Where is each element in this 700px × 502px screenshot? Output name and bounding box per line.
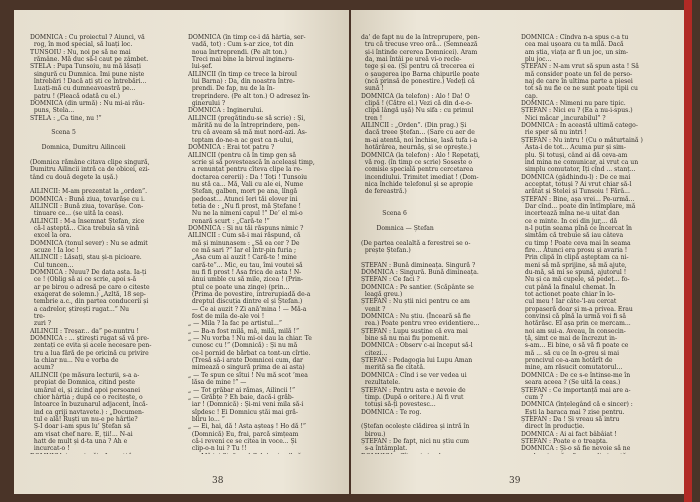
text-line: convinsi că pînă la urmă voi fi să [521,313,627,321]
text-line: rie sper să nu intri ! [521,129,587,137]
text-line: DOMNICA : ... știrești rugat să vă pre- [30,335,150,343]
text-line: DOMNICA : In această ultimă catego- [521,122,638,130]
text-line: seara aceea ? (Se uită la ceas.) [521,379,621,387]
text-line: Dar cînd... poate din întîmplare, mă [521,202,636,210]
text-line: meni să mă sprijine, să mă ajute, [521,261,627,269]
right-page-column-2 [521,34,677,454]
text-line: tru că trecuse vreo oră... (Semnează [361,41,478,49]
text-line: ȘTEFAN : Nu știi nici pentru ce am [361,298,470,306]
text-line: s-a întâmplat. [361,445,408,453]
text-line: incurcat-o ! [30,445,70,453]
text-line: (Domnică) Eu, frai, parcă simțeam [188,430,299,438]
left-page [14,10,349,494]
text-line: și-i întinde cererea Domnicei). Aram [361,48,478,56]
text-line: ginerului ? [188,100,226,108]
text-line: clipă ! (Către el.) Vezi că din d-e-o- [361,100,473,108]
text-line: ar pe birou o adresă pe care o citeste [30,283,150,291]
text-line: prește Ștefan.) [361,246,411,254]
text-line: excel la ora. [30,232,72,240]
text-line: DOMNICA : Cu proiectul ? Aiunci, vă [30,34,145,41]
text-line: umărul ei, și zicind apoi persoanei [30,386,141,394]
text-line: DOMNICA (la telefon) : Alo ! Repetați, [361,151,480,159]
text-line [361,203,513,210]
text-line: tru a lua fără de pe oricină cu privire [30,349,149,357]
text-line: tot actionet poate chiar în lo- [521,291,615,299]
text-line: ânui umble cu să mile, zicea ! (Prin- [188,276,303,284]
text-line: cul meu ! Iar câte-'l-au cercat [521,298,617,306]
text-line: — Ce ai auzit ? Zi ană’mina ! — Mă-a [188,305,307,313]
text-line: vă rog. (în timp ce scrie) Soseste o [361,158,473,166]
text-line: dreptul discuția dintre el și Ștefan.) [188,298,303,306]
text-line: cut până la finalul chemat. În [521,283,616,291]
text-line: DOMNICA : De ce s-e întinse-me în [521,371,631,379]
text-line: AILINCII (pregătindu-se să scrie) : Și, [188,114,306,122]
text-line: Prin clipă în clipă așteptam ca ni- [521,254,629,262]
text-line: venit ? [361,305,386,313]
text-line: arătat și Stelei și Tunsoiu ! Fără... [521,188,630,196]
text-line: Luați-mă cu dumneavoastră pe... [30,85,136,93]
text-line: ind ca griji navtavete.) : „Documen- [30,408,144,416]
text-line [361,196,513,203]
text-line: propiat de Domnica, citind peste [30,379,136,387]
text-line: tege și ea. (Și pentru că trecerea ei [361,63,475,71]
text-line: bine să nu mai fiu pomenit. [361,335,450,343]
text-line: treprindere. (Pe alt ton.) O adresez în- [188,92,311,100]
text-line: Domnica — Ștefan [361,224,434,232]
text-line: am visat chef nare. E, ții!... N-ai [30,430,133,438]
text-line: DOMNICA : Observ c-ai început să-l [361,342,473,350]
text-line: mimează o singură prima de ai asta) [188,364,305,372]
text-line: merită sa fie citată. [361,364,425,372]
text-line: cară-te”... Mic, eu tau, îmi voutei să [188,261,303,269]
text-line: (Domnica rămâne citava clipe singură, [30,158,150,166]
text-line: că-i reveni ce se citea in voce... Și [188,437,297,445]
text-line: mă consider poate un fel de perso- [521,70,633,78]
text-line [188,453,344,454]
text-line: DOMNICA : Erai tot patru ? [188,144,275,152]
text-line: Nu și ca mă cupele, să pedeț... fo- [521,276,630,284]
text-line: DOMNICA : Nu știu. (Înceară să fie [361,313,471,321]
text-line: birou.) [361,430,386,438]
text-line: ȘTEFAN : N-am vrut să spun asta ! Să [521,63,639,71]
text-line: ȘTEFAN : De fapt, nici nu știu cum [361,437,470,445]
text-line: nica închide telefonul și se apropie [361,180,473,188]
text-line: rezultatele. [361,379,401,387]
text-line: ȘTEFAN : Poate e o treapta. [521,437,608,445]
text-line: DOMNICA (gâdhindu-l) : De ce mai [521,173,631,181]
text-line: du-mă, să mi se spună, ajutorul ! [521,269,627,276]
text-line [361,453,513,454]
text-line: tot să nu fie ce ne sunt poate tipii cu [521,85,638,93]
text-line: întrebări ! Dacă ați ști ce întrebări... [30,78,147,86]
text-line: tre- [30,313,45,321]
text-line: tinuare ce... (se uită la ceas). [30,210,124,218]
text-line: ȘTEFAN : Bună dimineața. Singură ? [361,261,476,269]
text-line: Dumitru Ailincii intră ca de obicei, ezi- [30,166,150,174]
text-line: ȘTEFAN : Ce faci ? [361,276,420,284]
text-line: rea.) Poate pentru vreo evidentiere... [361,320,480,328]
text-line: Cul tuncen... [30,261,74,269]
text-line: sună ! [361,85,384,93]
text-line: întoarce în buzunarul adjacent, încă- [30,401,148,409]
text-line: da’ de fapt nu de la întreprupere, pen- [361,34,480,41]
text-line: „ — Grăbțe ? Eh baie, dacă-i grăb- [188,393,294,401]
text-line: zuri ? [30,320,52,328]
text-line: „ — Ba-n fost milă, mă, milă, milă !” [188,327,300,335]
text-line: DOMNICA (tonul sever) : Nu se admit [30,239,148,247]
text-line [361,254,513,261]
text-line: ȘTEFAN : Bine, așa vrei... Pe-urmă... [521,195,635,203]
text-line: iar ! (Domnică) : Și-mi veni mila să-i [188,401,304,409]
text-line: Treci mai bine la biroul ingineru- [188,56,295,64]
text-line: cunosc cu !” (Domnică) : Și nu mă [188,342,298,350]
text-line: AILINCII : Lăsați, stau și-n picioare. [30,254,142,262]
text-line: ce-l pornid de bărbat ca tont-un cîrtie. [188,349,311,357]
text-line: naj de care în ultima parte a piesei [521,78,633,86]
text-line: zentați ce evita și acele necesare pen- [30,342,152,350]
text-line: TUNSOIU : Nu, noi pe să ne mai [30,48,131,56]
text-line: ȘTEFAN : Da ! Și vreau să intru [521,415,620,423]
text-line: scrie și să povestească în aceleași timp, [188,158,315,166]
text-line: tren ! [361,114,383,122]
text-line: AILINCII: M-am prezentat la „orden”. [30,188,148,196]
left-page-column-2 [188,34,344,454]
text-line: „Asa cum ai auzit ! Cară-te ! mine [188,254,297,262]
text-line: prendi. De fap, nu de la în- [188,85,275,93]
text-line [361,232,513,239]
text-line: cum ? [521,393,544,401]
text-line: DOMNICA (la telefon) : Alo ! Da! O [361,92,470,100]
text-line: ce e minte. In cei din jur,... dă [521,217,618,225]
text-line: că-l așteptă... Cica trebuia să vină [30,224,139,232]
text-line: DOMNICA : Inginerului. [188,107,264,115]
text-line: (Ștefan ocolește clădirea și intră în [361,423,470,431]
text-line: lui-șef. [188,63,213,71]
text-line: AILINCII (pe măsura lecturii, s-a a- [30,371,140,379]
text-line: Scena 6 [361,210,407,218]
text-line: rămâne. Mă duc să-l caut pe zâmbet. [30,56,149,64]
text-line: DOMNICA : Și nu tăi răspuns nimic ? [188,224,304,232]
text-line: DOMNICA : Pe santier. (Scăpânte se [361,283,474,291]
text-line: ptul ce poate una zinge) (prin... [188,283,290,291]
text-line: clip-o-n lui ? Tu !! [188,445,247,453]
text-line: leagă greu.) [361,291,403,299]
text-line: DOMNICA : Nuuu? De data asta. Ia-ți [30,269,147,276]
text-line: simtăm că trebuie să iau câteva [521,232,624,240]
text-line: AILINCII : M-a însemnat Ștefan, zice [30,217,145,225]
text-line: tembrie a.c., din partea conducerii și [30,298,149,306]
text-line: da, mai întâi pe ureă vi-o recle- [361,56,462,64]
text-line: incendiului. Trimitet imediat ! (Dom- [361,173,479,181]
text-line: singură cu Dumnica. Imi pune niște [30,70,145,78]
text-line: direct în producție. [521,423,585,431]
text-line: totuși să-ți povestesc... [361,401,436,409]
text-line: ță, simt ce mai de încrezut in- [521,335,618,343]
text-line: o șaugerea ipo Barna chipurile poate [361,70,480,78]
text-line: a renunțat pentru cîteva clipe la re- [188,166,303,174]
right-page [351,10,684,494]
text-line: tru că aveam să mă mut nord-azi. As- [188,129,307,137]
left-page-number: 38 [212,476,224,486]
text-line: fost de mila de-ale voi ! [188,313,265,321]
text-line: DOMNICA : Cîndva n-a spus c-a tu [521,34,629,41]
text-line: mă și minunasem : „Să ea cer ? De [188,239,300,247]
text-line: mine, am răsucit comutatorul... [521,364,623,372]
text-line: DOMNICA : Te rog. [361,408,422,416]
text-line: propaseră doar și m-a privea. Erau [521,305,633,313]
text-line: (De partea cealaltă a ferestrei se o- [361,239,471,247]
text-line: „ — Tot grăbar ai rămas, Ailincii !” [188,386,296,394]
text-line [30,453,180,454]
text-line [30,152,180,159]
text-line: doctarea cererii) : Da ! Toți ! Tunsoiu [188,173,308,181]
text-line: timp. (După o oritere.) Ai fi vrut [361,393,464,401]
text-line: puns, Stela... [30,107,75,115]
text-line: „ — Ei, hai, dă ! Asta așteaș ! Ho dă !” [188,423,307,431]
text-line: (Prima de povestire, intrerupiadă de-a [188,291,311,299]
text-line: dacă treee Ștefan... (Sare cu aer de [361,129,475,137]
text-line: DOMNICA : Nimeni nu pare tipic. [521,100,626,108]
text-line: Ștefan, galben, mort pe ana, lîngă [188,188,298,196]
text-line: patru ! (Pleacă odată cu el.) [30,92,121,100]
text-line: mărită nu de la întreprindere, pen- [188,122,300,130]
text-line: (Tresă să-i arate Domnicei cum, dar [188,357,303,365]
text-line: DOMNICA (din urmă) : Nu mi-ai rău- [30,100,145,108]
text-line: nu fi fi prost ! Asa frica de asta ! N- [188,269,302,276]
text-line: DOMNICA : Și-o să fie nevoie să ne [521,445,631,453]
text-line [361,218,513,225]
text-line: la chiar nu... Nu e vorba de [30,357,119,365]
text-line: AILINCII (pentru că în timp gen să [188,151,296,159]
text-line: m-ai atentă, noi închise, lasă tufa i-a [361,136,478,144]
text-line: DOMNICA : Ai ai fact bâbâiat ! [521,430,617,438]
right-page-column-1 [361,34,513,454]
text-line: STELA : „Ca tine, nu !” [30,114,102,122]
text-line: DOMNICA (în timp ce-i dă hârtia, ser- [188,34,306,41]
text-line: scuze ! Ia loc ! [30,246,79,254]
text-line: nu stă ca... Mă, Vali cu ale ei, Nume [188,180,304,188]
text-line: lăsa de mine !” — [188,379,247,387]
text-line: „ — Mila ? Ia fac pe artistul...” [188,320,283,328]
text-line: hatt de mult și d-ta una ? Ah e [30,437,128,445]
text-line: comisie specială pentru cercetarea [361,166,474,174]
text-line: ȘTEFAN : Nu intru ! (Cu o măturtaină ) [521,136,643,144]
text-line: fire... Atunci era prosu și avaria ! [521,246,628,254]
text-line [30,137,180,144]
text-line: bliru lo... ” [188,415,225,423]
text-line: acum? [30,364,54,372]
text-line: DOMNICA : Bună ziua, tovarășe cu i. [30,195,145,203]
text-line: mă ... să cu ce în o-greu si mai [521,349,620,357]
text-line [30,122,180,129]
text-line: STELA : Pupa Tunsoiu, nu mă lăsați [30,63,141,71]
text-line: vadă, tot) : Cum s-ar zice, tot din [188,41,294,49]
text-line: „ — Nu vorba ! Nu mi-oi dau la chiar. Te [188,335,312,343]
text-line [361,416,513,423]
text-line: AILINCII : Bună ziua, tovarășe. Con- [30,202,144,210]
text-line: de fereastră.) [361,188,407,196]
text-line: cap. [521,92,538,100]
text-line: Nici măcar „incurabilul” ? [521,114,606,122]
text-line: AILINCII : Treșar... da” pe-nuntru ! [30,327,139,335]
text-line: „ — Te spun ce sîtui ! Nu mă scot ’mea [188,371,308,379]
text-line: hotărăsc. El așa prin ce mercam... [521,320,631,328]
left-page-column-1 [30,34,180,454]
text-line: a cadrelor, știrești rugat...” Nu [30,305,130,313]
text-line: tetia de : „Nu fi prost, mă Ștefane ! [188,202,301,210]
red-page-edge [684,0,692,502]
text-line: tul e ală! Ruști un nu-e pe hârtie? [30,415,138,423]
right-page-number: 39 [509,476,521,486]
text-line: proncivul ce-a-am hotărît de [521,357,613,365]
text-line: n-l puțin seama pînă ce încercat în [521,224,632,232]
text-line: plu. Și totuși, când ai dă ceva-am [521,151,628,159]
text-line: ȘTEFAN : Pedagogia lui Lupu Aman [361,357,473,365]
text-line: Asta-i de tot... Acuma pur și sim- [521,144,626,152]
text-line: clipă lângă ușă) Nu sifa : cu primul [361,107,474,115]
text-line: DOMNICA : Cînd i se ver vedea ui [361,371,467,379]
text-line: ce ! (Oblig să ai ce scrie, apoi s-ă [30,276,137,284]
text-line: Ești la baraca mai ? zise pentru. [521,408,625,416]
text-line: citezi... [361,349,388,357]
text-line: hotărârea, neurnăș, și se oprește.) [361,144,472,152]
text-line: cu timp ! Poate ceva mai în seama [521,239,631,247]
text-line: pedoast... Atunci Ieri tăi elover ini [188,195,298,203]
text-line: lui Barna) : Da, din noastra între- [188,78,295,86]
text-line: simplu comutator, Iți cînd ... stanț... [521,166,636,174]
text-line: ind mina ne comunicar, ai vrut ca un [521,158,639,166]
text-line: s-am... Ei bine, o să vă fi poate ce [521,342,629,350]
text-line: renară scurt : „Cară-te !” [188,217,270,225]
text-line: ce mă sari ?” Iar el într-pin furia ; [188,246,297,254]
text-line [30,181,180,188]
text-line: cea mai ușoara cu ta milă. Dacă [521,41,624,49]
text-line: acceptat, totuși ? Ai vrut chiar să-l [521,180,632,188]
text-line: DOMNICA : Singură. Bună dimineața. [361,269,479,276]
text-line: AILINCII : Cum să-i mai răspund, că [188,232,301,240]
text-line: rog, în mod special, să luați loc. [30,41,133,49]
text-line: plu joc... [521,56,552,64]
text-line: chior hârtia ; după ce o recitește, o [30,393,143,401]
text-line: Nu ne la nimeni capul !” De’ el mi-o [188,210,303,218]
text-line: exagerat de solemn.) „Azltă, 18 sep- [30,291,146,299]
text-line: am știa, viața ar fi un joc, un sim- [521,48,629,56]
text-line: Domnica, Dumitru Ailinceii [30,144,126,152]
text-line: noua înrtreprendi. (Pe alt ton.) [188,48,287,56]
text-line: Ș-I doar i-am spus lu’ Ștefan să [30,423,131,431]
text-line: ȘTEFAN : Lupu susține că eva mai [361,327,468,335]
text-line: incertează mîna ne-u uitat dan [521,210,620,218]
text-line: DOMNICA (înțelegând că e sincer) : [521,401,633,409]
text-line: ȘTEFAN : Ce importanță mai are a- [521,386,631,394]
text-line: sîpdesc ! Ei Domnicu ștăi mai gră- [188,408,298,416]
text-line: teptam do-ne-n ac gest ca n-ului, [188,136,294,144]
text-line: noi am sui-a. Aveau, în consecin- [521,327,626,335]
text-line: AILINCII (în timp ce trece la biroul [188,70,297,78]
text-line: AILINCII : „Orden”. (Din prag.) Și [361,122,467,130]
text-line: (ncă prinsă de ponestire.) Vedeți că [361,78,475,86]
text-line: tând cu două degete la ușă.) [30,173,118,181]
text-line: Scena 5 [30,129,76,137]
text-line: ȘTEFAN : Pentru asta e nevoie de [361,386,466,394]
text-line: ȘTEFAN : Nici eu ? (Ea a nu-i-spus.) [521,107,633,115]
text-line [521,453,677,454]
